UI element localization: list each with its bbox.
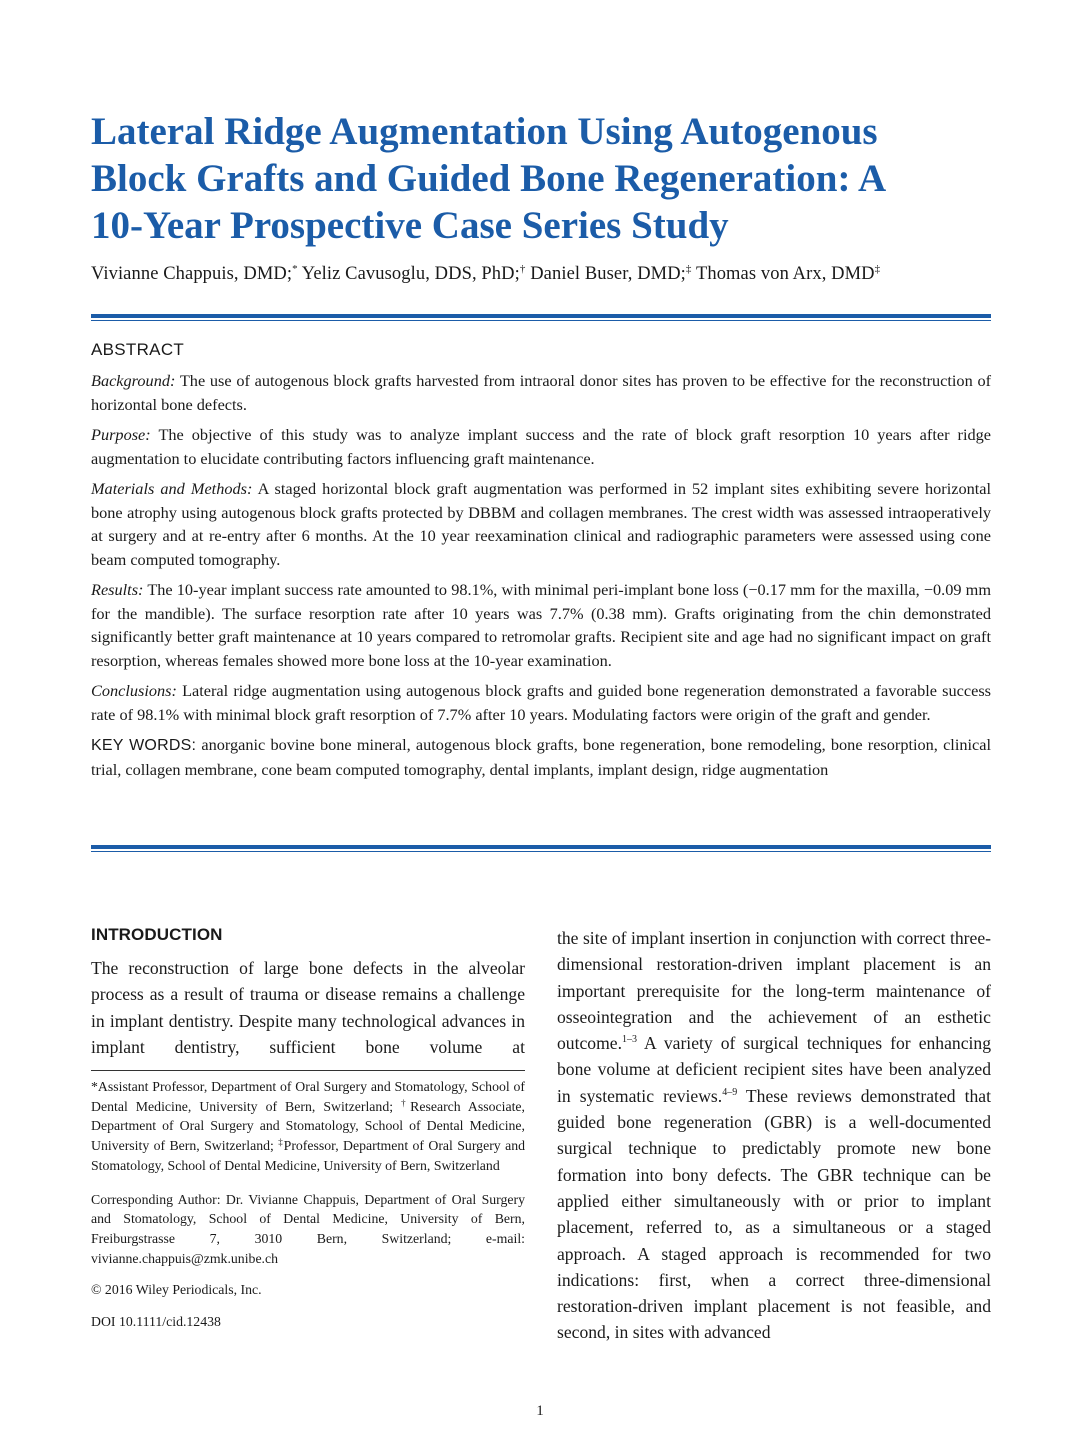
section-label: Results: bbox=[91, 580, 144, 599]
affil-text: Assistant Professor, Department of Oral Surgery and Stomatology, School of Dental Medicine, University of Bern, Switzerland; bbox=[91, 1079, 525, 1114]
keywords-label: KEY WORDS: bbox=[91, 737, 197, 754]
section-text: A staged horizontal block graft augmentation was performed in 52 implant sites exhibiting severe horizontal bone atrophy using autogenous block grafts protected by DBBM and collagen membranes. The crest width was assessed intraoperatively at surgery and at re-entry after 6 months. At the 10 year reexamination clinical and radiographic parameters were assessed using cone beam computed tomography. bbox=[91, 479, 992, 569]
footnote-rule bbox=[91, 1070, 525, 1071]
author-mark: ‡ bbox=[685, 263, 692, 275]
abstract-background bbox=[91, 369, 991, 416]
doi: DOI 10.1111/cid.12438 bbox=[91, 1314, 221, 1330]
corresponding-author: Corresponding Author: Dr. Vivianne Chappuis, Department of Oral Surgery and Stomatology, School of Dental Medicine, University of Bern, Freiburgstrasse 7, 3010 Bern, Switzerland; e-mail: vivianne.chappuis@zmk.unibe.ch bbox=[91, 1191, 525, 1266]
author-mark: * bbox=[292, 263, 298, 275]
author-name: Thomas von Arx, DMD bbox=[695, 264, 875, 284]
footnotes bbox=[91, 1077, 525, 1341]
author-mark: † bbox=[519, 263, 526, 275]
section-label: Background: bbox=[91, 371, 176, 390]
section-text: Lateral ridge augmentation using autogenous block grafts and guided bone regeneration demonstrated a favorable success rate of 98.1% with minimal block graft resorption of 7.7% after 10 years. Modulating factors were origin of the graft and gender. bbox=[91, 681, 992, 724]
keywords-text: anorganic bovine bone mineral, autogenous block grafts, bone regeneration, bone remodeling, bone resorption, clinical trial, collagen membrane, cone beam computed tomography, dental implants, implant design, ridge augmentation bbox=[91, 735, 991, 779]
introduction-paragraph: The reconstruction of large bone defects in the alveolar process as a result of trauma or disease remains a challenge in implant dentistry. Despite many technological advances in implant dentistry, sufficient bone volume at bbox=[91, 958, 525, 1057]
title-line-3: 10-Year Prospective Case Series Study bbox=[91, 204, 729, 247]
author-mark: ‡ bbox=[874, 263, 881, 275]
abstract-bottom-rule bbox=[91, 845, 991, 852]
author-list bbox=[91, 264, 1001, 285]
section-text: The use of autogenous block grafts harvested from intraoral donor sites has proven to be effective for the reconstruction of horizontal bone defects. bbox=[91, 371, 992, 414]
copyright: © 2016 Wiley Periodicals, Inc. bbox=[91, 1282, 262, 1298]
abstract-block bbox=[91, 340, 991, 788]
abstract-methods bbox=[91, 477, 991, 571]
citation: 1–3 bbox=[621, 1034, 637, 1046]
body-text: A variety of surgical techniques for enhancing bone volume at deficient recipient sites have been analyzed in systematic reviews. bbox=[557, 1033, 991, 1106]
body-text: These reviews demonstrated that guided bone regeneration (GBR) is a well-documented surgical technique to predictably promote new bone formation into bony defects. The GBR technique can be applied either simultaneously with or prior to implant placement, referred to, as a simultaneous or a staged approach. A staged approach is recommended for two indications: first, when a correct three-dimensional restoration-driven implant placement is not feasible, and second, in sites with advanced bbox=[557, 1085, 991, 1343]
abstract-top-rule bbox=[91, 314, 991, 321]
article-title bbox=[91, 108, 991, 249]
title-line-1: Lateral Ridge Augmentation Using Autogenous bbox=[91, 110, 878, 153]
section-text: The objective of this study was to analyze implant success and the rate of block graft resorption 10 years after ridge augmentation to elucidate contributing factors influencing graft maintenance. bbox=[91, 425, 991, 468]
page-number: 1 bbox=[536, 1403, 544, 1419]
affil-mark: * bbox=[91, 1079, 98, 1094]
abstract-keywords bbox=[91, 733, 991, 781]
affil-text: Professor, Department of Oral Surgery and Stomatology, School of Dental Medicine, University of Bern, Switzerland bbox=[91, 1138, 525, 1173]
left-column bbox=[91, 925, 525, 1060]
title-line-2: Block Grafts and Guided Bone Regeneration: A bbox=[91, 157, 887, 200]
author-name: Yeliz Cavusoglu, DDS, PhD; bbox=[301, 264, 520, 284]
affil-text: Research Associate, Department of Oral Surgery and Stomatology, School of Dental Medicine, University of Bern, Switzerland; bbox=[91, 1098, 526, 1154]
affiliation-footnote bbox=[91, 1077, 525, 1176]
author-name: Vivianne Chappuis, DMD; bbox=[91, 264, 293, 284]
abstract-results bbox=[91, 578, 991, 672]
abstract-conclusions bbox=[91, 679, 991, 726]
right-column bbox=[557, 925, 991, 1346]
section-label: Materials and Methods: bbox=[91, 479, 253, 498]
abstract-purpose bbox=[91, 423, 991, 470]
introduction-heading: INTRODUCTION bbox=[91, 925, 223, 944]
section-label: Conclusions: bbox=[91, 681, 177, 700]
affil-mark: † bbox=[401, 1097, 411, 1108]
introduction-continued bbox=[557, 925, 991, 1346]
author-name: Daniel Buser, DMD; bbox=[530, 264, 686, 284]
affil-mark: ‡ bbox=[278, 1137, 284, 1148]
abstract-heading: ABSTRACT bbox=[91, 340, 185, 359]
citation: 4–9 bbox=[722, 1086, 738, 1098]
section-text: The 10-year implant success rate amounted to 98.1%, with minimal peri-implant bone loss (−0.17 mm for the maxilla, −0.09 mm for the mandible). The surface resorption rate after 10 years was 7.7% (0.38 mm). Grafts originating from the chin demonstrated significantly better graft maintenance at 10 years compared to retromolar grafts. Recipient site and age had no significant impact on graft resorption, whereas females showed more bone loss at the 10-year examination. bbox=[91, 580, 991, 670]
section-label: Purpose: bbox=[91, 425, 151, 444]
body-text: the site of implant insertion in conjunction with correct three-dimensional restoration-driven implant placement is an important prerequisite for the long-term maintenance of osseointegration and the achievement of an esthetic outcome. bbox=[557, 928, 991, 1054]
